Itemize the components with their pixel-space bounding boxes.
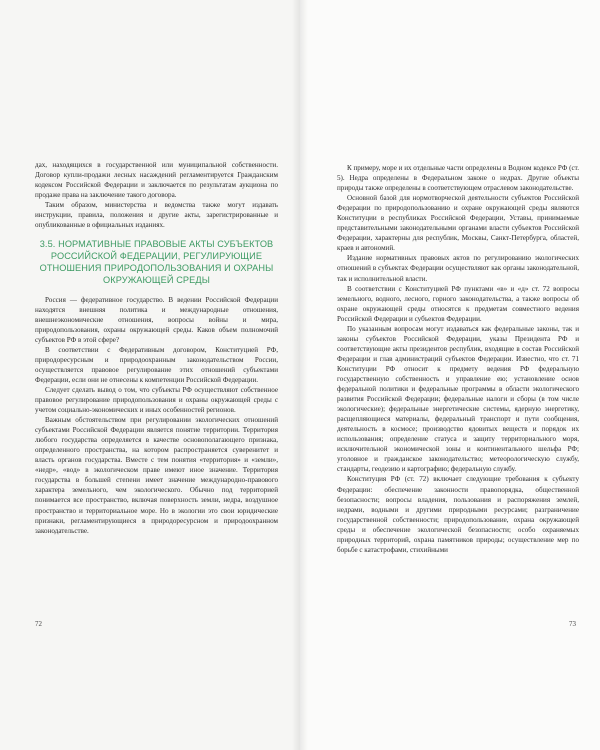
paragraph: К примеру, море и их отдельные части определены в Водном кодексе РФ (ст. 5). Недра определены в Федеральном законе о недрах. Другие объекты природы также определены в соответствующем отраслевом законодательстве. — [337, 164, 579, 193]
left-text-column — [35, 160, 278, 536]
paragraph: Следует сделать вывод о том, что субъекты РФ осуществляют собственное правовое регулирование природопользования и охраны окружающей среды с учетом социально-экономических и иных особенностей регионов. — [35, 385, 278, 415]
right-page — [300, 0, 600, 750]
right-text-column — [337, 163, 579, 555]
paragraph: Россия — федеративное государство. В ведении Российской Федерации находятся внешняя политика и международные отношения, внешнеэкономические отношения, вопросы войны и мира, природопользования, охраны окружающей среды. Каков объем полномочий субъектов РФ в этой сфере? — [35, 295, 278, 344]
section-heading: 3.5. НОРМАТИВНЫЕ ПРАВОВЫЕ АКТЫ СУБЪЕКТОВ РОССИЙСКОЙ ФЕДЕРАЦИИ, РЕГУЛИРУЮЩИЕ ОТНОШЕНИЯ ПРИРОДОПОЛЬЗОВАНИЯ И ОХРАНЫ ОКРУЖАЮЩЕЙ СРЕДЫ — [39, 239, 274, 285]
book-gutter-shadow — [292, 0, 308, 750]
paragraph: Важным обстоятельством при регулировании экологических отношений субъектами Российской Федерации является понятие территории. Территория любого государства определяется в качестве основополагающего признака, определенного пространства, на котором распространяется суверенитет и власть органов государства. Вместе с тем понятия «территория» и «земли», «недр», «вод» в экологическом праве имеют иное значение. Территория государства в большей степени имеет значение международно-правового характера земельного, чем экологического. Обычно под территорией понимается все пространство, включая поверхность земли, недра, воздушное пространство и территориальное море. Но в экологии это свои юридические признаки, регламентирующиеся в природоресурсном и природоохранном законодательстве. — [35, 416, 278, 535]
paragraph: Основной базой для нормотворческой деятельности субъектов Российской Федерации по природопользованию и охране окружающей среды являются Конституции в республиках Российской Федерации, Уставы, принимаемые представительными законодательными органами власти субъектов Российской Федерации, характерны для республик, Москвы, Санкт-Петербурга, областей, краев и автономий. — [337, 194, 579, 253]
paragraph: дах, находящихся в государственной или муниципальной собственности. Договор купли-продажи лесных насаждений регламентируется Гражданским кодексом Российской Федерации и заключается по результатам аукциона по продаже права на заключение такого договора. — [35, 161, 278, 200]
paragraph: В соответствии с Федеративным договором, Конституцией РФ, природоресурсным и природоохранным законодательством России, осуществляется правовое регулирование этих отношений субъектами Федерации, если они не отнесены к компетенции Российской Федерации. — [35, 345, 278, 384]
page-number: 72 — [35, 620, 42, 628]
paragraph: Конституция РФ (ст. 72) включает следующие требования к субъекту Федерации: обеспечение законности правопорядка, общественной безопасности; вопросы владения, пользования и распоряжения землей, недрами, водными и другими природными ресурсами; разграничение государственной собственности; природопользование, охрана окружающей среды и обеспечение экологической безопасности; особо охраняемых природных территорий, охрана памятников природы; осуществление мер по борьбе с катастрофами, стихийными — [337, 475, 579, 554]
page-number: 73 — [569, 620, 576, 628]
paragraph: Таким образом, министерства и ведомства также могут издавать инструкции, правила, положения и другие акты, зарегистрированные и опубликованные в официальных изданиях. — [35, 201, 278, 230]
paragraph: Издание нормативных правовых актов по регулированию экологических отношений в субъектах Федерации осуществляют как органы законодательной, так и исполнительной власти. — [337, 254, 579, 283]
paragraph: В соответствии с Конституцией РФ пунктами «в» и «д» ст. 72 вопросы земельного, водного, лесного, горного законодательства, а также вопросы об охране окружающей среды относятся к предметам совместного ведения Российской Федерации и субъектов Федерации. — [337, 284, 579, 323]
paragraph: По указанным вопросам могут издаваться как федеральные законы, так и законы субъектов Российской Федерации, указы Президента РФ и соответствующие акты президентов республик, входящие в состав Российской Федерации и глав администраций субъектов Федерации. Известно, что ст. 71 Конституции РФ относит к предмету ведения РФ федеральную государственную собственность и управление ею; установление основ федеральной политики и федеральные программы в области экологического развития Российской Федерации; федеральные налоги и сборы (в том числе экологические); федеральные энергетические системы, ядерную энергетику, расщепляющиеся материалы, федеральный транспорт и пути сообщения, деятельность в космосе; производство ядовитых веществ и порядок их использования; определение статуса и защиту территориального моря, исключительной экономической зоны и континентального шельфа РФ; уголовное и гражданское законодательство; метеорологическую службу, стандарты, геодезию и картографию; федеральную службу. — [337, 324, 579, 474]
